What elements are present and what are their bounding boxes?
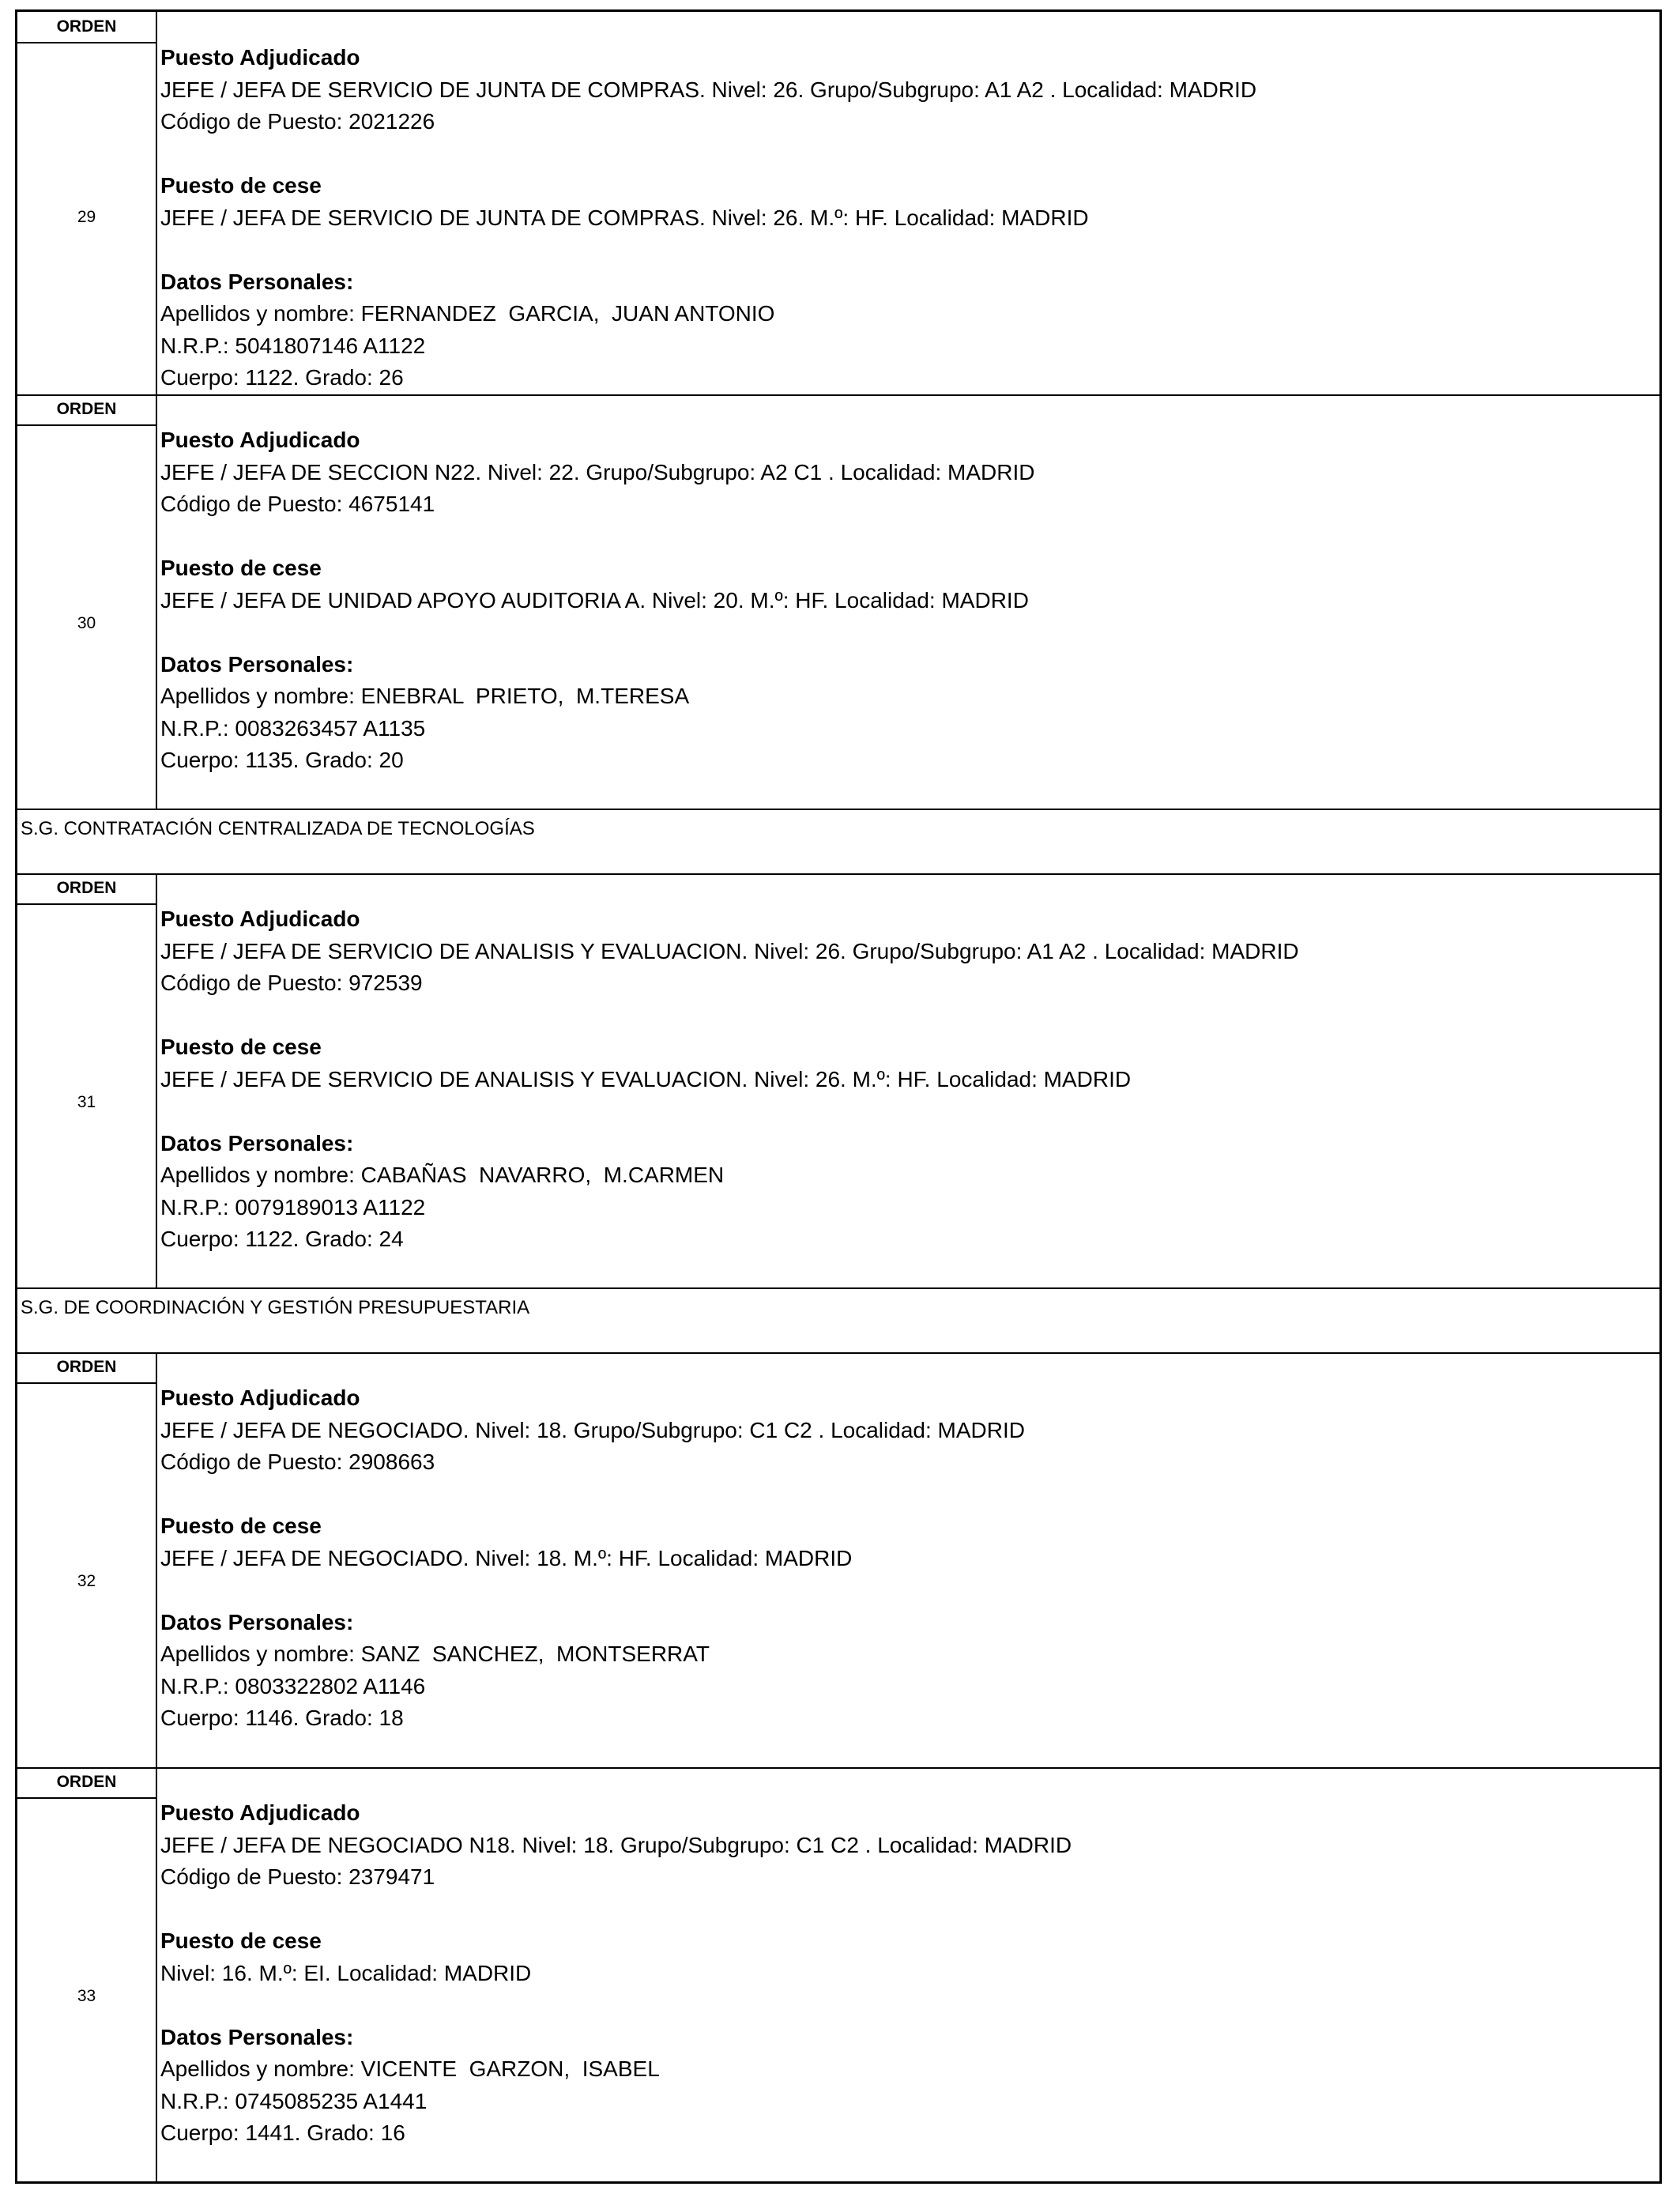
- entry-block: [17, 394, 1659, 810]
- orden-column: [17, 12, 157, 394]
- cuerpo-line: Cuerpo: 1441. Grado: 16: [160, 2120, 405, 2145]
- entry-block: [17, 1767, 1659, 2181]
- orden-header: ORDEN: [17, 873, 156, 905]
- adjudicado-line: JEFE / JEFA DE NEGOCIADO N18. Nivel: 18. Grupo/Subgrupo: C1 C2 . Localidad: MADRID: [160, 1832, 1072, 1857]
- personales-heading: Datos Personales:: [160, 1130, 354, 1155]
- orden-header: ORDEN: [17, 1352, 156, 1384]
- cese-line: Nivel: 16. M.º: EI. Localidad: MADRID: [160, 1960, 532, 1985]
- cese-heading: Puesto de cese: [160, 1514, 322, 1538]
- entry-content: [160, 42, 1653, 394]
- orden-header: ORDEN: [17, 394, 156, 426]
- personales-heading: Datos Personales:: [160, 651, 354, 677]
- adjudicado-heading: Puesto Adjudicado: [160, 1385, 360, 1410]
- nrp-line: N.R.P.: 0745085235 A1441: [160, 2088, 428, 2113]
- entry-content: [160, 424, 1653, 777]
- orden-column: [17, 1767, 157, 2181]
- adjudicado-line: JEFE / JEFA DE SECCION N22. Nivel: 22. Grupo/Subgrupo: A2 C1 . Localidad: MADRID: [160, 459, 1035, 484]
- cese-line: JEFE / JEFA DE SERVICIO DE JUNTA DE COMPRAS. Nivel: 26. M.º: HF. Localidad: MADRID: [160, 205, 1089, 230]
- nombre-line: Apellidos y nombre: VICENTE GARZON, ISABEL: [160, 2056, 660, 2081]
- nombre-line: Apellidos y nombre: CABAÑAS NAVARRO, M.CARMEN: [160, 1163, 725, 1187]
- cese-heading: Puesto de cese: [160, 556, 322, 580]
- nrp-line: N.R.P.: 0079189013 A1122: [160, 1194, 426, 1220]
- entry-content: [160, 1382, 1653, 1735]
- orden-column: [17, 1352, 157, 1767]
- cuerpo-line: Cuerpo: 1122. Grado: 24: [160, 1227, 404, 1251]
- adjudicado-line: JEFE / JEFA DE SERVICIO DE ANALISIS Y EVALUACION. Nivel: 26. Grupo/Subgrupo: A1 A2 . Localidad: MADRID: [160, 938, 1299, 963]
- entry-block: [17, 1352, 1659, 1769]
- cese-line: JEFE / JEFA DE SERVICIO DE ANALISIS Y EVALUACION. Nivel: 26. M.º: HF. Localidad: MADRID: [160, 1066, 1132, 1091]
- codigo-puesto: Código de Puesto: 2379471: [160, 1864, 435, 1889]
- adjudicado-line: JEFE / JEFA DE SERVICIO DE JUNTA DE COMPRAS. Nivel: 26. Grupo/Subgrupo: A1 A2 . Localidad: MADRID: [160, 77, 1257, 102]
- adjudicado-heading: Puesto Adjudicado: [160, 907, 360, 931]
- codigo-puesto: Código de Puesto: 972539: [160, 971, 423, 995]
- nombre-line: Apellidos y nombre: SANZ SANCHEZ, MONTSERRAT: [160, 1642, 710, 1666]
- cese-line: JEFE / JEFA DE NEGOCIADO. Nivel: 18. M.º: HF. Localidad: MADRID: [160, 1545, 853, 1570]
- personales-heading: Datos Personales:: [160, 1609, 354, 1634]
- adjudicado-heading: Puesto Adjudicado: [160, 1800, 360, 1825]
- adjudicado-heading: Puesto Adjudicado: [160, 45, 360, 70]
- entry-block: [17, 12, 1659, 396]
- cese-heading: Puesto de cese: [160, 173, 322, 198]
- nrp-line: N.R.P.: 5041807146 A1122: [160, 333, 426, 358]
- personales-heading: Datos Personales:: [160, 269, 354, 294]
- cese-heading: Puesto de cese: [160, 1035, 322, 1059]
- nombre-line: Apellidos y nombre: FERNANDEZ GARCIA, JUAN ANTONIO: [160, 301, 775, 326]
- nombre-line: Apellidos y nombre: ENEBRAL PRIETO, M.TERESA: [160, 684, 690, 708]
- orden-column: [17, 873, 157, 1287]
- entry-content: [160, 903, 1653, 1256]
- nrp-line: N.R.P.: 0803322802 A1146: [160, 1673, 426, 1698]
- codigo-puesto: Código de Puesto: 4675141: [160, 492, 435, 516]
- cese-line: JEFE / JEFA DE UNIDAD APOYO AUDITORIA A. Nivel: 20. M.º: HF. Localidad: MADRID: [160, 587, 1029, 613]
- entry-content: [160, 1797, 1653, 2150]
- adjudicado-line: JEFE / JEFA DE NEGOCIADO. Nivel: 18. Grupo/Subgrupo: C1 C2 . Localidad: MADRID: [160, 1417, 1025, 1442]
- section-title: S.G. CONTRATACIÓN CENTRALIZADA DE TECNOLOGÍAS: [21, 818, 535, 839]
- orden-number: 31: [77, 1093, 96, 1111]
- cuerpo-line: Cuerpo: 1135. Grado: 20: [160, 748, 404, 772]
- cuerpo-line: Cuerpo: 1146. Grado: 18: [160, 1706, 404, 1730]
- orden-header: ORDEN: [17, 1767, 156, 1799]
- orden-number: 33: [77, 1987, 96, 2005]
- nrp-line: N.R.P.: 0083263457 A1135: [160, 715, 426, 741]
- entry-block: [17, 873, 1659, 1289]
- orden-number: 32: [77, 1572, 96, 1590]
- personales-heading: Datos Personales:: [160, 2024, 354, 2049]
- orden-column: [17, 394, 157, 809]
- orden-number: 30: [77, 614, 96, 632]
- codigo-puesto: Código de Puesto: 2908663: [160, 1449, 435, 1474]
- section-header: [17, 1287, 1659, 1354]
- orden-number: 29: [77, 208, 96, 226]
- codigo-puesto: Código de Puesto: 2021226: [160, 109, 435, 134]
- orden-header: ORDEN: [17, 12, 156, 43]
- adjudicado-heading: Puesto Adjudicado: [160, 428, 360, 452]
- cese-heading: Puesto de cese: [160, 1928, 322, 1953]
- cuerpo-line: Cuerpo: 1122. Grado: 26: [160, 365, 404, 390]
- document-table: [15, 9, 1662, 2184]
- section-header: [17, 809, 1659, 875]
- section-title: S.G. DE COORDINACIÓN Y GESTIÓN PRESUPUESTARIA: [21, 1297, 530, 1318]
